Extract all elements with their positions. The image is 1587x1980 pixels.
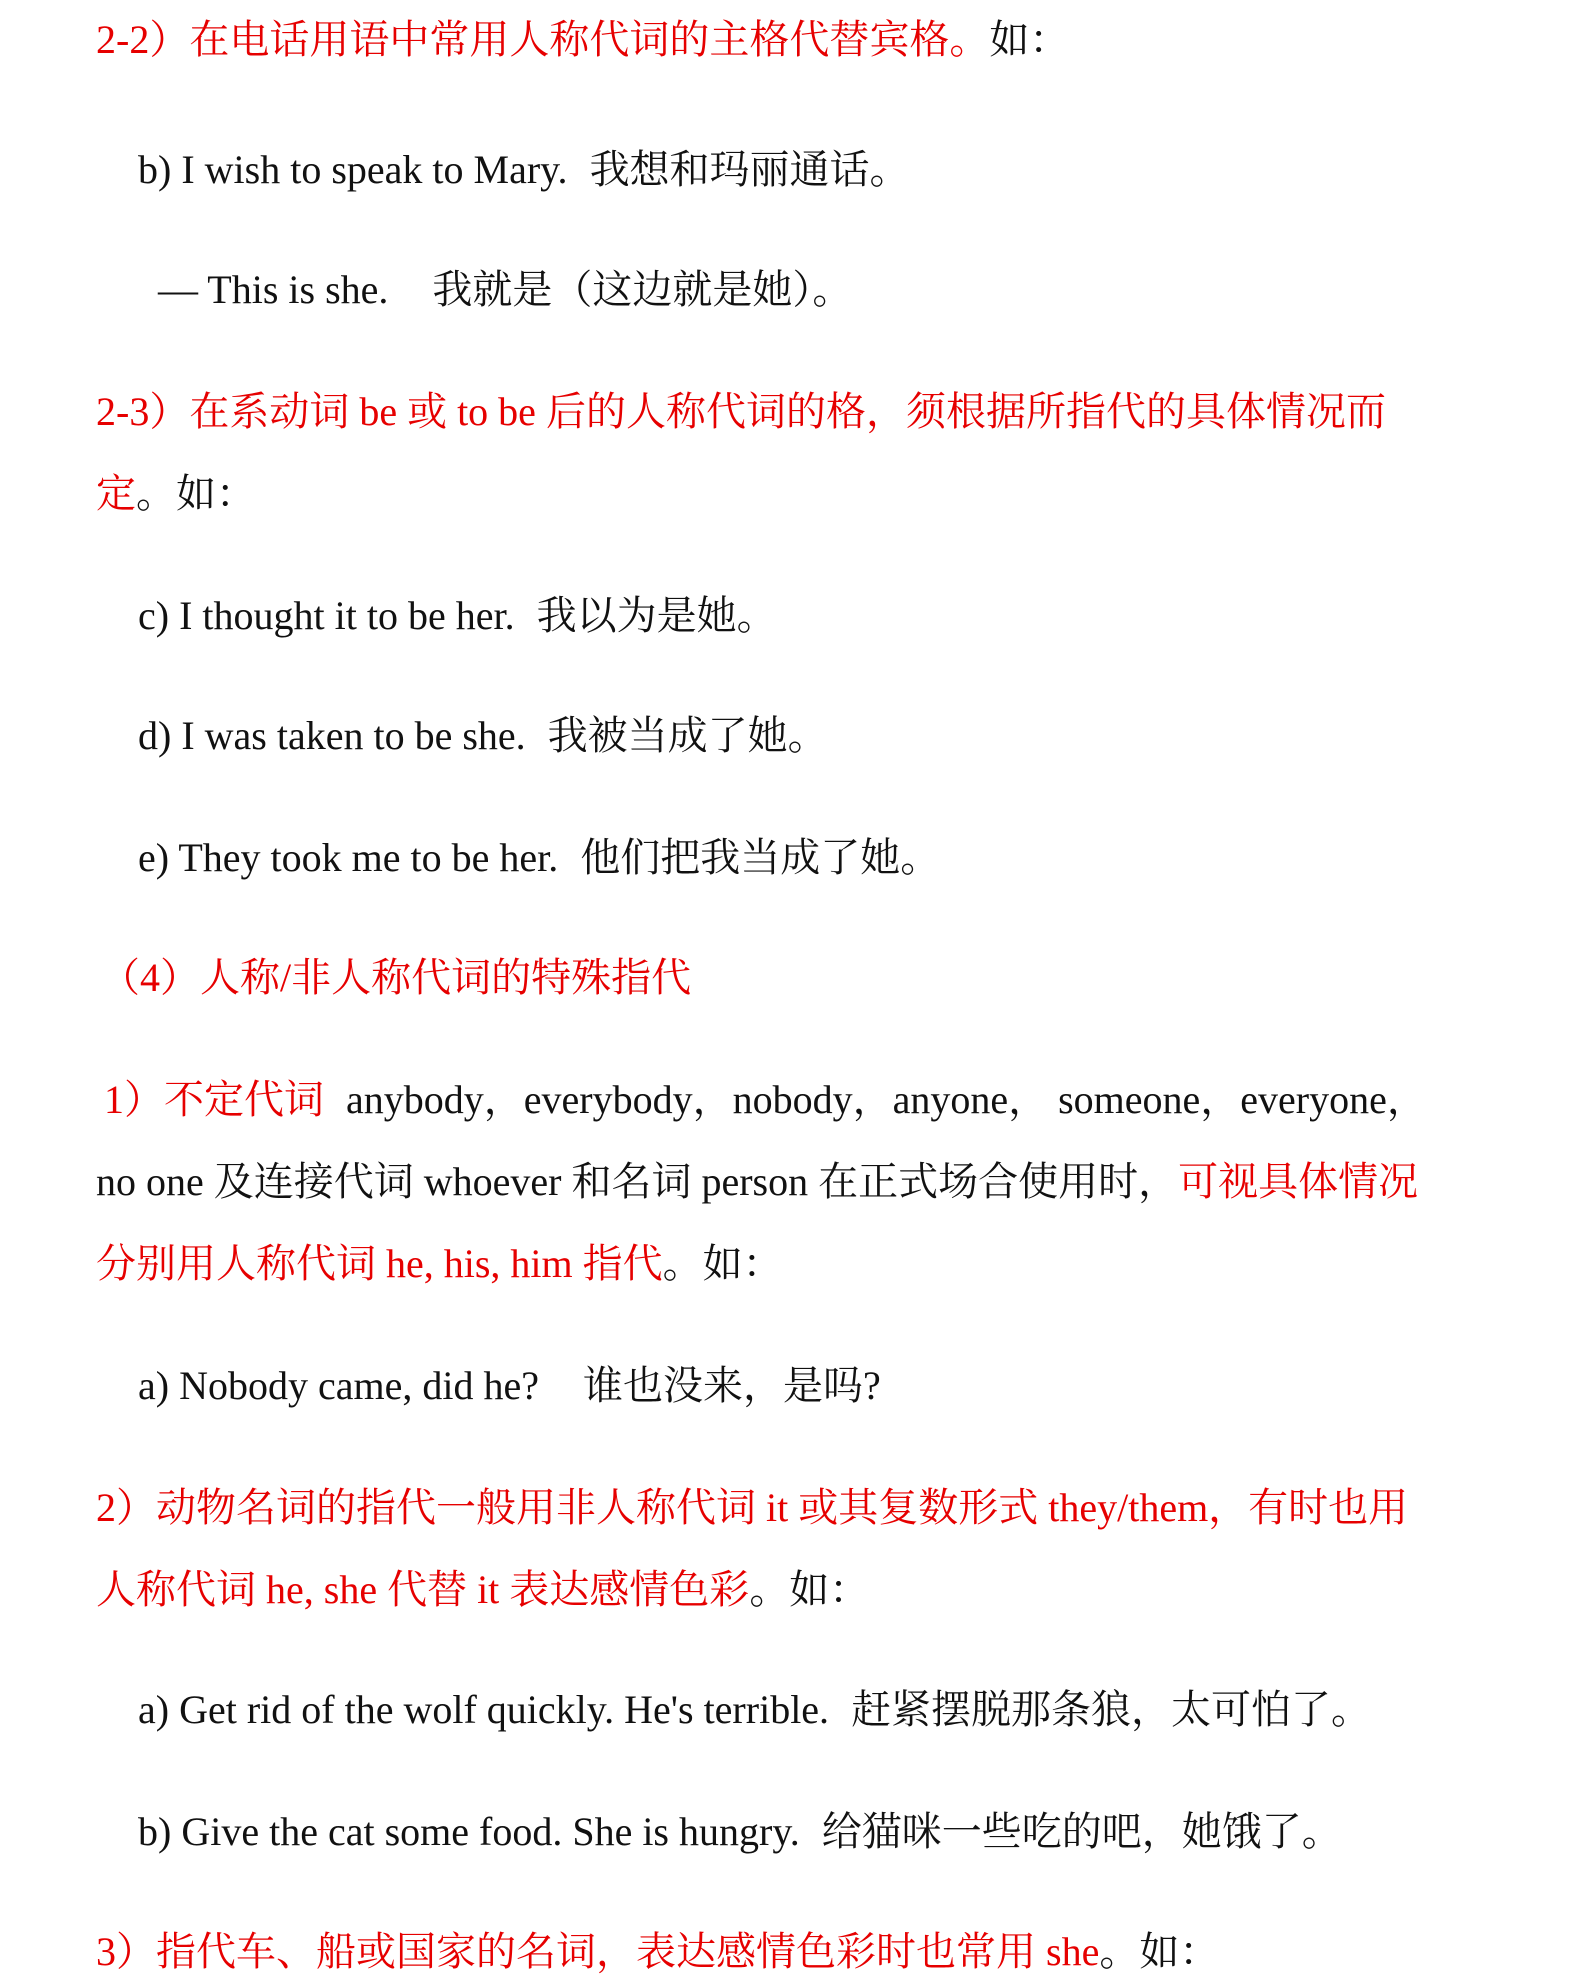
section-title: （4）人称/非人称代词的特殊指代 bbox=[100, 955, 692, 1000]
rule-text: 1）不定代词 bbox=[104, 1077, 324, 1122]
rule-text: 3）指代车、船或国家的名词，表达感情色彩时也常用 she bbox=[96, 1929, 1100, 1974]
example-chinese: 我被当成了她。 bbox=[547, 713, 828, 758]
example-english: e) They took me to be her. bbox=[138, 835, 559, 880]
rule-suffix: 如： bbox=[989, 17, 1070, 62]
rule-1-continuation bbox=[96, 1158, 1587, 1206]
example-chinese: 谁也没来，是吗? bbox=[582, 1363, 881, 1408]
example-english: a) Nobody came, did he? bbox=[138, 1363, 539, 1408]
rule-suffix: 。如： bbox=[1099, 1929, 1220, 1974]
rule-2-heading bbox=[96, 1484, 1587, 1532]
rule-suffix: 。如： bbox=[136, 471, 256, 516]
example-english: a) Get rid of the wolf quickly. He's terrible. bbox=[138, 1687, 830, 1732]
rule-2-continuation bbox=[96, 1566, 1587, 1614]
example-english: b) I wish to speak to Mary. bbox=[138, 147, 568, 192]
example-chinese: 我想和玛丽通话。 bbox=[589, 147, 910, 192]
example-b-cat bbox=[138, 1808, 1587, 1856]
example-e-took bbox=[138, 834, 1587, 882]
example-a-nobody bbox=[138, 1362, 1587, 1410]
rule-emphasis: 分别用人称代词 he, his, him 指代 bbox=[96, 1241, 663, 1286]
rule-1-heading bbox=[104, 1076, 1587, 1124]
rule-2-3-heading bbox=[96, 388, 1587, 436]
example-english: b) Give the cat some food. She is hungry. bbox=[138, 1809, 800, 1854]
example-this-is-she bbox=[158, 266, 1587, 314]
rule-text: 2-2）在电话用语中常用人称代词的主格代替宾格。 bbox=[96, 17, 990, 62]
rule-1-continuation-2 bbox=[96, 1240, 1587, 1288]
rule-emphasis: 可视具体情况 bbox=[1178, 1159, 1419, 1204]
rule-body: no one 及连接代词 whoever 和名词 person 在正式场合使用时， bbox=[96, 1159, 1179, 1204]
example-english: — This is she. bbox=[158, 267, 389, 312]
example-d-taken bbox=[138, 712, 1587, 760]
section-4-heading bbox=[100, 954, 1587, 1002]
example-chinese: 我就是（这边就是她）。 bbox=[432, 267, 853, 312]
example-chinese: 给猫咪一些吃的吧，她饿了。 bbox=[821, 1809, 1342, 1854]
rule-2-2-heading bbox=[96, 16, 1587, 64]
rule-suffix: 。如： bbox=[662, 1241, 783, 1286]
rule-text: 2-3）在系动词 be 或 to be 后的人称代词的格，须根据所指代的具体情况而 bbox=[96, 389, 1386, 434]
example-english: c) I thought it to be her. bbox=[138, 593, 515, 638]
example-chinese: 我以为是她。 bbox=[536, 593, 777, 638]
example-a-wolf bbox=[138, 1686, 1587, 1734]
example-c-thought bbox=[138, 592, 1587, 640]
rule-2-3-continuation bbox=[96, 470, 1587, 518]
rule-text: 人称代词 he, she 代替 it 表达感情色彩 bbox=[96, 1567, 750, 1612]
example-chinese: 赶紧摆脱那条狼，太可怕了。 bbox=[851, 1687, 1372, 1732]
example-chinese: 他们把我当成了她。 bbox=[580, 835, 941, 880]
example-b-mary bbox=[138, 146, 1587, 194]
example-english: d) I was taken to be she. bbox=[138, 713, 526, 758]
rule-word-list: anybody，everybody，nobody，anyone， someone，everyone， bbox=[346, 1077, 1427, 1122]
rule-3-heading bbox=[96, 1928, 1587, 1976]
rule-suffix: 。如： bbox=[749, 1567, 870, 1612]
rule-text: 2）动物名词的指代一般用非人称代词 it 或其复数形式 they/them，有时也用 bbox=[96, 1485, 1409, 1530]
rule-text: 定 bbox=[96, 471, 136, 516]
